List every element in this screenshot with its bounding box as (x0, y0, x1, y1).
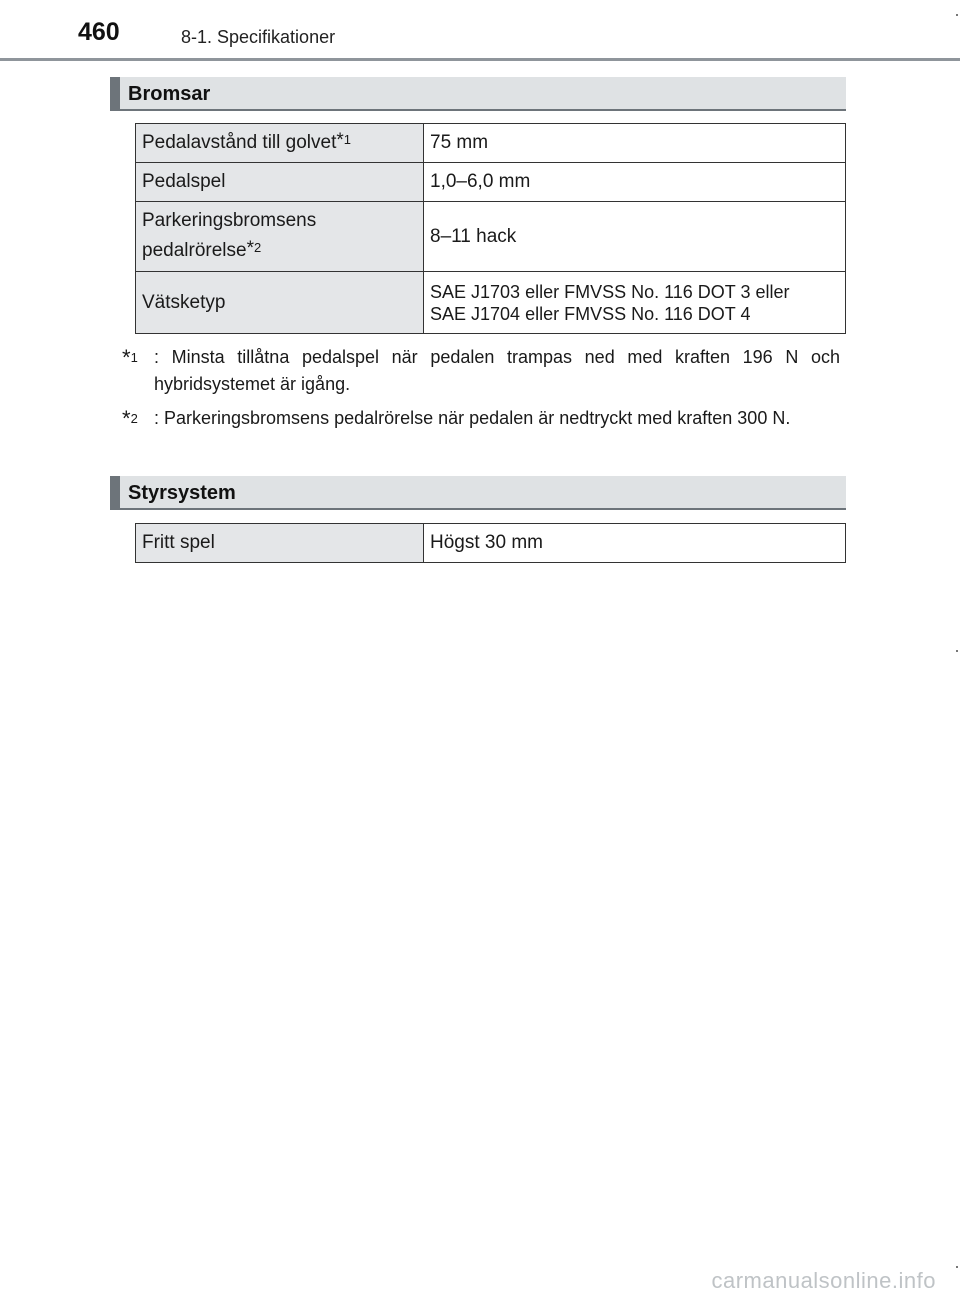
spec-label: Parkeringsbromsens pedalrörelse$^{*2}$ (136, 202, 424, 272)
spec-value: 8–11 hack (424, 202, 846, 272)
edge-mark (956, 14, 958, 16)
section-title: Bromsar (128, 83, 211, 105)
section-heading-steering (110, 476, 846, 510)
table-row (136, 524, 846, 563)
edge-mark (956, 1266, 958, 1268)
spec-label: Pedalspel (136, 163, 424, 202)
edge-mark (956, 650, 958, 652)
steering-spec-table (135, 523, 846, 563)
spec-label: Pedalavstånd till golvet$^{*1}$ (136, 124, 424, 163)
spec-label: Vätsketyp (136, 272, 424, 334)
spec-value: 1,0–6,0 mm (424, 163, 846, 202)
spec-value: 75 mm (424, 124, 846, 163)
footnote-1 (122, 344, 840, 398)
page-number: 460 (78, 18, 120, 46)
section-title: Styrsystem (128, 482, 236, 504)
table-row (136, 124, 846, 163)
footnote-ref: *1 (336, 129, 351, 151)
table-row (136, 202, 846, 272)
page-header (0, 0, 960, 62)
footnote-mark: *$^2$ (122, 406, 138, 431)
footnote-mark: *$^1$ (122, 345, 138, 370)
spec-label: Fritt spel (136, 524, 424, 563)
footnote-text: : Minsta tillåtna pedalspel när pedalen trampas ned med kraften 196 N och hybridsystemet är igång. (154, 347, 840, 394)
spec-value: Högst 30 mm (424, 524, 846, 563)
footnote-ref: *2 (246, 238, 262, 259)
section-heading-brakes (110, 77, 846, 111)
header-rule (0, 58, 960, 61)
brakes-spec-table (135, 123, 846, 334)
spec-value: SAE J1703 eller FMVSS No. 116 DOT 3 eller SAE J1704 eller FMVSS No. 116 DOT 4 (424, 272, 846, 334)
chapter-title: 8-1. Specifikationer (181, 27, 336, 47)
footnote-2 (122, 405, 840, 432)
table-row (136, 163, 846, 202)
watermark: carmanualsonline.info (711, 1268, 936, 1293)
table-row (136, 272, 846, 334)
footnote-text: : Parkeringsbromsens pedalrörelse när pedalen är nedtryckt med kraften 300 N. (154, 408, 791, 428)
